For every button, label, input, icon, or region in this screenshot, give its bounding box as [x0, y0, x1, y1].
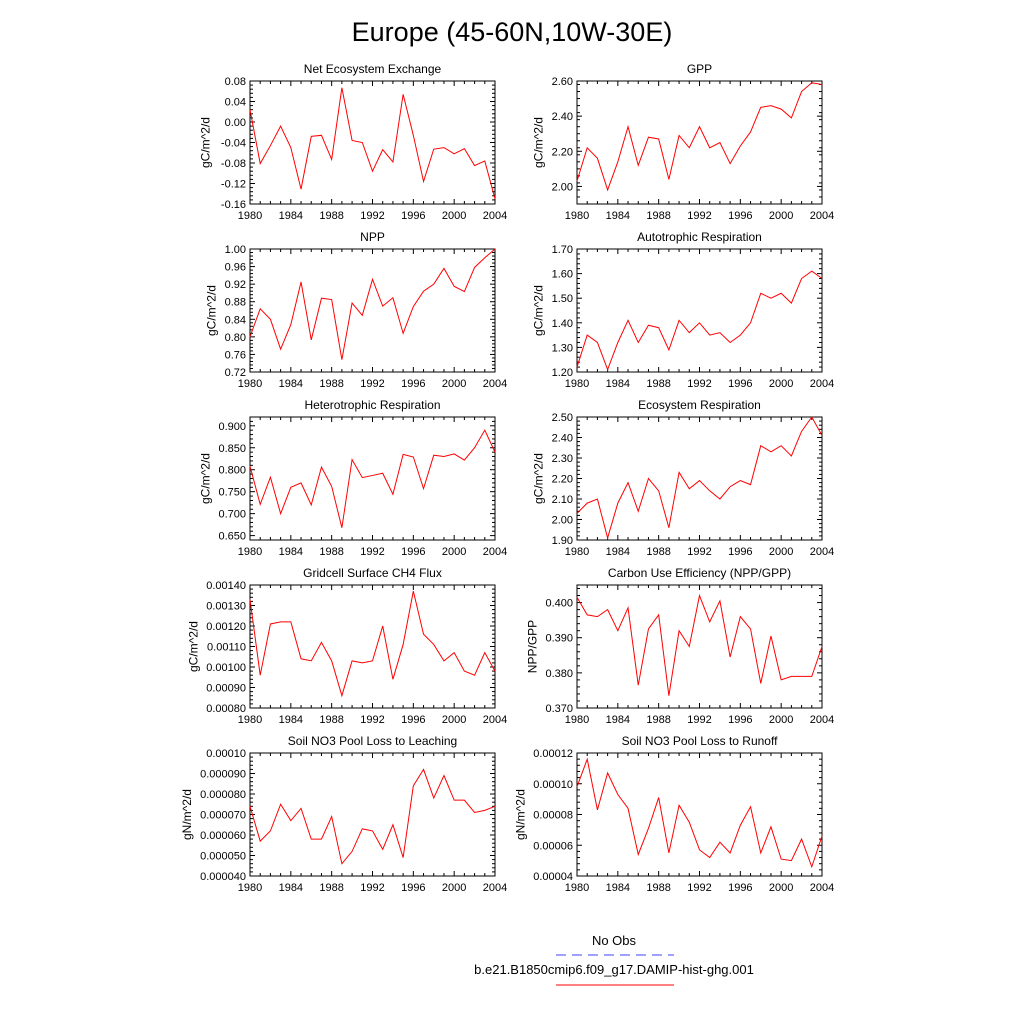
chart-8-carbon-use-efficiency-npp-gpp [526, 566, 835, 726]
chart-10-ytick-label: 0.00012 [533, 748, 573, 760]
chart-4-xtick-label: 1980 [564, 378, 590, 390]
chart-10-series-line [577, 759, 822, 867]
chart-5-title: Heterotrophic Respiration [304, 398, 441, 412]
chart-1-ytick-label: -0.12 [220, 178, 246, 191]
chart-2-xtick-label: 2004 [809, 210, 835, 222]
chart-7-xtick-label: 1980 [237, 714, 263, 726]
chart-6-ytick-label: 2.50 [551, 412, 573, 424]
chart-4-autotrophic-respiration [532, 230, 835, 390]
chart-6-ytick-label: 1.90 [551, 535, 573, 547]
chart-10-frame [577, 753, 822, 876]
chart-6-xtick-label: 1980 [564, 546, 590, 558]
chart-4-ytick-label: 1.70 [551, 244, 573, 256]
chart-7-title: Gridcell Surface CH4 Flux [303, 566, 442, 580]
chart-1-ytick-label: -0.08 [220, 158, 246, 170]
chart-9-xtick-label: 1988 [319, 882, 344, 894]
chart-9-xtick-label: 1992 [360, 882, 385, 894]
chart-5-ytick-label: 0.850 [218, 442, 246, 455]
chart-6-xtick-label: 1992 [687, 546, 712, 558]
chart-7-ytick-label: 0.00080 [206, 703, 246, 715]
chart-7-ytick-label: 0.00090 [206, 682, 246, 695]
chart-10-ytick-label: 0.00010 [533, 778, 573, 791]
chart-1-xtick-label: 2004 [482, 210, 508, 222]
chart-7-ytick-label: 0.00120 [206, 621, 246, 633]
chart-9-xtick-label: 1996 [401, 882, 426, 894]
chart-7-ytick-label: 0.00140 [206, 580, 246, 592]
chart-2-ytick-label: 2.00 [551, 181, 573, 194]
chart-10-xtick-label: 1980 [564, 882, 590, 894]
chart-3-series-line [250, 249, 495, 360]
chart-10-soil-no3-pool-loss-to-runoff [513, 734, 834, 894]
chart-7-xtick-label: 1984 [278, 714, 304, 726]
legend-label-model: b.e21.B1850cmip6.f09_g17.DAMIP-hist-ghg.001 [474, 962, 754, 977]
chart-7-xtick-label: 1988 [319, 714, 344, 726]
chart-8-xtick-label: 1992 [687, 714, 712, 726]
chart-2-xtick-label: 1992 [687, 210, 712, 222]
chart-1-title: Net Ecosystem Exchange [303, 62, 442, 76]
chart-8-ytick-label: 0.400 [545, 597, 573, 610]
chart-8-xtick-label: 2004 [809, 714, 835, 726]
chart-5-xtick-label: 1996 [401, 546, 426, 558]
chart-4-xtick-label: 1996 [728, 378, 753, 390]
chart-8-xtick-label: 1984 [605, 714, 631, 726]
chart-3-frame [250, 249, 495, 372]
chart-9-soil-no3-pool-loss-to-leaching [180, 734, 507, 894]
chart-9-xtick-label: 1984 [278, 882, 304, 894]
chart-8-title: Carbon Use Efficiency (NPP/GPP) [607, 566, 792, 580]
chart-9-xtick-label: 2004 [482, 882, 508, 894]
chart-2-series-line [577, 83, 822, 190]
chart-6-xtick-label: 1996 [728, 546, 753, 558]
chart-9-ytick-label: 0.000050 [200, 850, 246, 863]
chart-10-xtick-label: 1988 [646, 882, 671, 894]
chart-9-ytick-label: 0.000080 [200, 789, 246, 801]
chart-3-ytick-label: 0.96 [224, 261, 246, 274]
chart-9-ytick-label: 0.000090 [200, 768, 246, 781]
chart-1-ylabel: gC/m^2/d [198, 117, 213, 168]
chart-7-ytick-label: 0.00100 [206, 662, 246, 674]
chart-4-ytick-label: 1.30 [551, 342, 573, 355]
chart-9-xtick-label: 2000 [441, 882, 467, 894]
chart-1-ytick-label: 0.04 [224, 96, 246, 109]
chart-6-ytick-label: 2.20 [551, 473, 573, 486]
chart-2-xtick-label: 1984 [605, 210, 631, 222]
chart-4-title: Autotrophic Respiration [637, 230, 762, 244]
chart-3-xtick-label: 2004 [482, 378, 508, 390]
chart-10-xtick-label: 1984 [605, 882, 631, 894]
chart-6-ytick-label: 2.40 [551, 432, 573, 445]
chart-2-ytick-label: 2.40 [551, 111, 573, 124]
chart-8-ylabel: NPP/GPP [525, 619, 540, 674]
chart-7-ytick-label: 0.00110 [207, 641, 246, 654]
chart-10-ytick-label: 0.00004 [533, 871, 573, 883]
chart-4-xtick-label: 1988 [646, 378, 671, 390]
chart-9-ylabel: gN/m^2/d [180, 789, 195, 840]
chart-8-ytick-label: 0.370 [545, 703, 573, 715]
chart-5-xtick-label: 2000 [441, 546, 467, 558]
chart-5-xtick-label: 1992 [360, 546, 385, 558]
chart-2-xtick-label: 1980 [564, 210, 590, 222]
chart-4-ytick-label: 1.50 [551, 293, 573, 306]
chart-8-xtick-label: 1996 [728, 714, 753, 726]
chart-5-xtick-label: 1988 [319, 546, 344, 558]
chart-2-xtick-label: 2000 [768, 210, 794, 222]
chart-3-xtick-label: 1984 [278, 378, 304, 390]
chart-8-series-line [577, 596, 822, 696]
chart-1-xtick-label: 1992 [360, 210, 385, 222]
chart-3-ytick-label: 0.72 [224, 367, 246, 379]
chart-10-xtick-label: 2004 [809, 882, 835, 894]
chart-1-xtick-label: 1988 [319, 210, 344, 222]
chart-10-ylabel: gN/m^2/d [513, 789, 528, 840]
chart-3-ytick-label: 0.88 [224, 296, 246, 309]
chart-9-ytick-label: 0.00010 [206, 748, 246, 760]
chart-1-ytick-label: 0.08 [224, 76, 246, 88]
chart-5-ytick-label: 0.800 [218, 464, 246, 477]
chart-7-ytick-label: 0.00130 [206, 600, 246, 613]
chart-10-ytick-label: 0.00006 [533, 840, 573, 853]
chart-1-xtick-label: 1996 [401, 210, 426, 222]
chart-4-ytick-label: 1.40 [551, 317, 573, 330]
chart-8-xtick-label: 1988 [646, 714, 671, 726]
chart-1-xtick-label: 1984 [278, 210, 304, 222]
chart-3-ytick-label: 0.80 [224, 331, 246, 344]
chart-4-series-line [577, 271, 822, 369]
chart-1-ytick-label: 0.00 [224, 117, 246, 129]
chart-4-xtick-label: 2004 [809, 378, 835, 390]
figure-title: Europe (45-60N,10W-30E) [351, 17, 673, 47]
chart-5-xtick-label: 1980 [237, 546, 263, 558]
chart-1-ytick-label: -0.16 [220, 199, 246, 211]
chart-7-xtick-label: 1992 [360, 714, 385, 726]
chart-3-npp [205, 230, 508, 390]
chart-9-ytick-label: 0.000040 [200, 871, 246, 883]
chart-6-frame [577, 417, 822, 540]
chart-5-heterotrophic-respiration [199, 398, 508, 558]
chart-2-xtick-label: 1996 [728, 210, 753, 222]
chart-2-xtick-label: 1988 [646, 210, 671, 222]
chart-4-ytick-label: 1.60 [551, 268, 573, 281]
chart-9-ytick-label: 0.000060 [200, 830, 246, 842]
chart-3-xtick-label: 2000 [441, 378, 467, 390]
chart-4-xtick-label: 1992 [687, 378, 712, 390]
chart-2-title: GPP [686, 62, 713, 76]
chart-3-title: NPP [360, 230, 385, 244]
chart-9-xtick-label: 1980 [237, 882, 263, 894]
chart-8-ytick-label: 0.390 [545, 632, 573, 645]
chart-5-xtick-label: 1984 [278, 546, 304, 558]
chart-10-xtick-label: 1992 [687, 882, 712, 894]
chart-9-title: Soil NO3 Pool Loss to Leaching [287, 734, 458, 748]
chart-7-xtick-label: 2000 [441, 714, 467, 726]
chart-6-series-line [577, 417, 822, 538]
chart-4-xtick-label: 2000 [768, 378, 794, 390]
chart-1-net-ecosystem-exchange [199, 62, 508, 222]
chart-4-ylabel: gC/m^2/d [531, 285, 546, 336]
chart-3-xtick-label: 1980 [237, 378, 263, 390]
chart-6-xtick-label: 2004 [809, 546, 835, 558]
chart-6-xtick-label: 1984 [605, 546, 631, 558]
chart-2-gpp [532, 62, 835, 222]
chart-1-xtick-label: 1980 [237, 210, 263, 222]
chart-3-ytick-label: 0.92 [224, 279, 246, 292]
chart-8-xtick-label: 2000 [768, 714, 794, 726]
chart-6-xtick-label: 1988 [646, 546, 671, 558]
chart-1-frame [250, 81, 495, 204]
chart-5-ytick-label: 0.650 [218, 530, 246, 543]
chart-8-ytick-label: 0.380 [545, 667, 573, 680]
chart-4-xtick-label: 1984 [605, 378, 631, 390]
chart-2-ytick-label: 2.20 [551, 146, 573, 159]
chart-9-series-line [250, 769, 495, 863]
chart-2-ytick-label: 2.60 [551, 76, 573, 88]
chart-3-ytick-label: 1.00 [224, 244, 246, 256]
chart-5-frame [250, 417, 495, 540]
chart-7-series-line [250, 591, 495, 696]
chart-6-ecosystem-respiration [532, 398, 835, 558]
chart-7-xtick-label: 1996 [401, 714, 426, 726]
chart-5-xtick-label: 2004 [482, 546, 508, 558]
chart-9-ytick-label: 0.000070 [200, 809, 246, 822]
chart-10-xtick-label: 2000 [768, 882, 794, 894]
chart-5-ytick-label: 0.700 [218, 508, 246, 521]
chart-3-ytick-label: 0.76 [224, 349, 246, 362]
chart-6-ytick-label: 2.10 [551, 494, 573, 506]
chart-10-ytick-label: 0.00008 [533, 809, 573, 822]
chart-6-ytick-label: 2.00 [551, 514, 573, 527]
chart-5-ytick-label: 0.900 [218, 420, 246, 433]
chart-8-xtick-label: 1980 [564, 714, 590, 726]
chart-10-xtick-label: 1996 [728, 882, 753, 894]
chart-6-title: Ecosystem Respiration [638, 398, 761, 412]
chart-3-ytick-label: 0.84 [224, 314, 246, 327]
chart-3-ylabel: gC/m^2/d [204, 285, 219, 336]
chart-2-frame [577, 81, 822, 204]
chart-6-ytick-label: 2.30 [551, 453, 573, 465]
chart-2-ylabel: gC/m^2/d [531, 117, 546, 168]
chart-7-frame [250, 585, 495, 708]
chart-5-ytick-label: 0.750 [218, 486, 246, 499]
chart-6-xtick-label: 2000 [768, 546, 794, 558]
chart-5-series-line [250, 430, 495, 528]
chart-8-frame [577, 585, 822, 708]
chart-3-xtick-label: 1988 [319, 378, 344, 390]
chart-1-xtick-label: 2000 [441, 210, 467, 222]
chart-3-xtick-label: 1996 [401, 378, 426, 390]
chart-3-xtick-label: 1992 [360, 378, 385, 390]
chart-7-gridcell-surface-ch4-flux [186, 566, 507, 726]
chart-7-xtick-label: 2004 [482, 714, 508, 726]
chart-10-title: Soil NO3 Pool Loss to Runoff [621, 734, 778, 748]
legend [474, 933, 754, 985]
chart-4-ytick-label: 1.20 [551, 367, 573, 379]
chart-1-series-line [250, 88, 495, 199]
chart-5-ylabel: gC/m^2/d [198, 453, 213, 504]
chart-1-ytick-label: -0.04 [220, 137, 246, 150]
chart-6-ylabel: gC/m^2/d [531, 453, 546, 504]
chart-7-ylabel: gC/m^2/d [186, 621, 201, 672]
panels [180, 62, 834, 894]
legend-label-obs: No Obs [591, 933, 637, 948]
